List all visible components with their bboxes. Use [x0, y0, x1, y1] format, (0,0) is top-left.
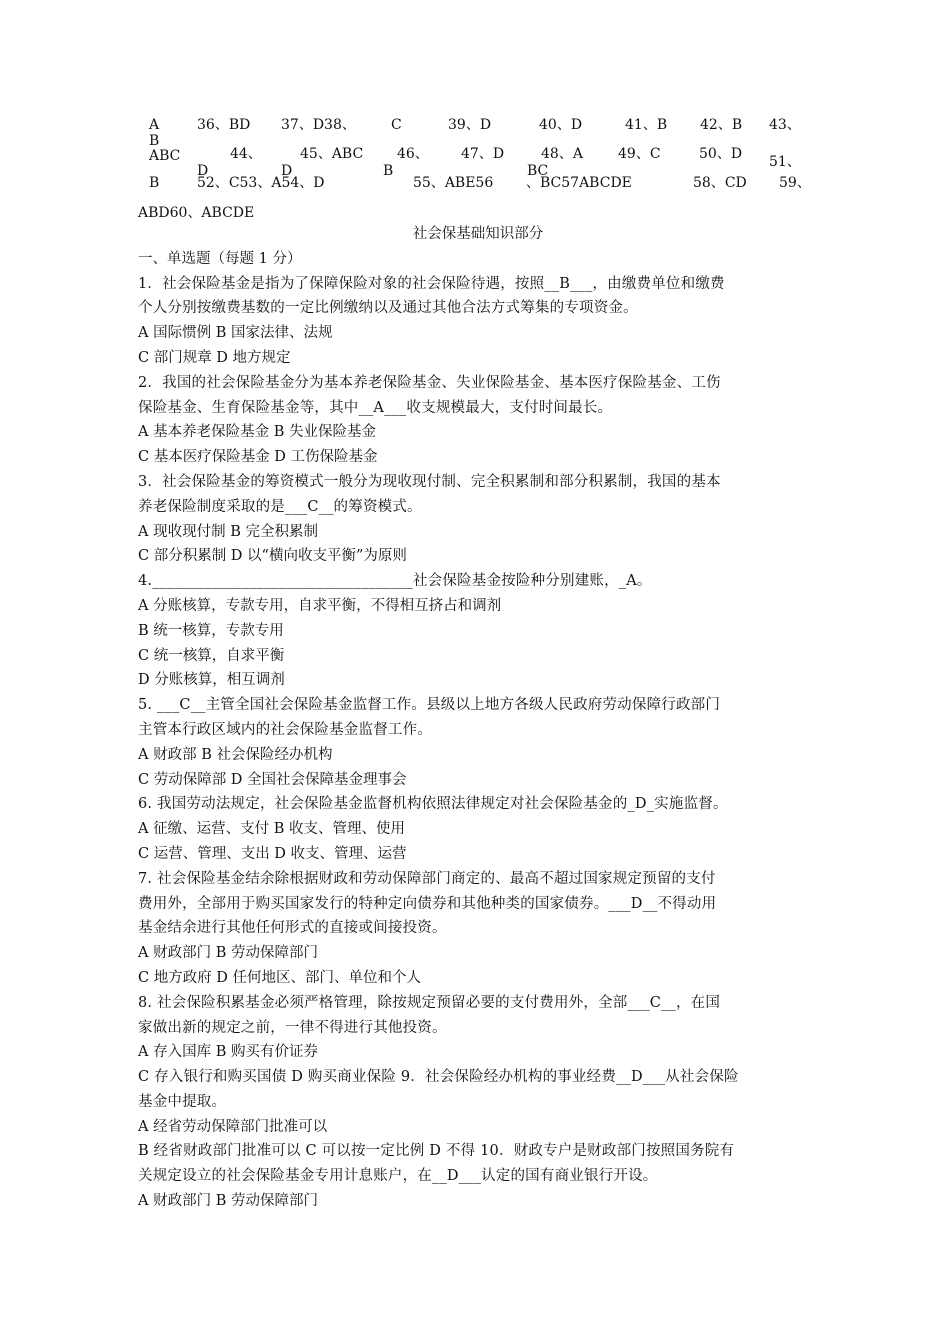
answer-key-item: 58、CD [693, 175, 747, 191]
text-line: 8. 社会保险积累基金必须严格管理，除按规定预留必要的支付费用外，全部___C__，在国 [138, 994, 721, 1011]
answer-key-item: 44、 [230, 146, 262, 162]
text-line: 6. 我国劳动法规定，社会保险基金监督机构依照法律规定对社会保险基金的_D_实施监督。 [138, 796, 728, 813]
option-line: C 部分积累制 D 以“横向收支平衡”为原则 [138, 548, 407, 565]
answer-key-item: 48、A [541, 146, 583, 162]
option-line: A 国际惯例 B 国家法律、法规 [138, 325, 333, 342]
text-line: 基金结余进行其他任何形式的直接或间接投资。 [138, 920, 447, 937]
option-line: A 财政部 B 社会保险经办机构 [138, 746, 333, 763]
answer-key-item: 46、 [397, 146, 429, 162]
text-line: 基金中提取。 [138, 1093, 227, 1110]
answer-key-item: 40、D [539, 117, 583, 133]
text-line: 养老保险制度采取的是___C__的筹资模式。 [138, 498, 422, 515]
answer-key-item: 52、C53、A54、D [197, 175, 325, 191]
text-line: B 经省财政部门批准可以 C 可以按一定比例 D 不得 10．财政专户是财政部门按照国务院有 [138, 1143, 735, 1160]
text-line: C 存入银行和购买国债 D 购买商业保险 9．社会保险经办机构的事业经费__D___从社会保险 [138, 1069, 739, 1086]
text-line: 个人分别按缴费基数的一定比例缴纳以及通过其他合法方式筹集的专项资金。 [138, 300, 638, 317]
answer-key-item: 41、B [625, 117, 668, 133]
answer-key-cut-glyph: D [197, 163, 209, 179]
answer-key-item: 43、 [769, 117, 801, 133]
option-line: A 财政部门 B 劳动保障部门 [138, 945, 318, 962]
option-line: C 地方政府 D 任何地区、部门、单位和个人 [138, 969, 422, 986]
answer-key-row-1 [0, 116, 950, 149]
answer-key-cut-glyph: B [383, 163, 394, 179]
text-line: 主管本行政区域内的社会保险基金监督工作。 [138, 721, 432, 738]
answer-key-item: 55、ABE56 [413, 175, 494, 191]
option-line: C 部门规章 D 地方规定 [138, 349, 291, 366]
answer-key-item: 、BC57ABCDE [526, 175, 632, 191]
option-line: A 基本养老保险基金 B 失业保险基金 [138, 424, 376, 441]
answer-key-item: 37、D38、 [281, 117, 356, 133]
text-line: 家做出新的规定之前，一律不得进行其他投资。 [138, 1019, 447, 1036]
text-line: 1．社会保险基金是指为了保障保险对象的社会保险待遇，按照__B___，由缴费单位和缴费 [138, 275, 725, 292]
answer-key-row-2 [0, 145, 950, 179]
option-line: A 分账核算，专款专用，自求平衡，不得相互挤占和调剂 [138, 597, 502, 614]
text-line: 3．社会保险基金的筹资模式一般分为现收现付制、完全积累制和部分积累制，我国的基本 [138, 473, 721, 490]
option-line: A 征缴、运营、支付 B 收支、管理、使用 [138, 821, 405, 838]
option-line: A 现收现付制 B 完全积累制 [138, 523, 318, 540]
text-line: 费用外，全部用于购买国家发行的特种定向债券和其他种类的国家债券。___D__不得动用 [138, 895, 717, 912]
answer-key-item: 42、B [700, 117, 743, 133]
text-line: 7. 社会保险基金结余除根据财政和劳动保障部门商定的、最高不超过国家规定预留的支付 [138, 870, 716, 887]
answer-key-row-3 [0, 174, 950, 194]
document-body [138, 198, 818, 1214]
text-line: 2．我国的社会保险基金分为基本养老保险基金、失业保险基金、基本医疗保险基金、工伤 [138, 374, 721, 391]
answer-key-item: 47、D [461, 146, 505, 162]
text-line: 4.___________________________________社会保险基金按险种分别建账，_A。 [138, 573, 652, 590]
answer-key-item: ABD60、ABCDE [138, 205, 255, 221]
option-line: C 劳动保障部 D 全国社会保障基金理事会 [138, 771, 407, 788]
option-line: C 运营、管理、支出 D 收支、管理、运营 [138, 845, 407, 862]
answer-key-cut-glyph: D [281, 163, 293, 179]
answer-key-item: 50、D [699, 146, 743, 162]
section-title: 社会保基础知识部分 [412, 226, 544, 242]
option-line: C 基本医疗保险基金 D 工伤保险基金 [138, 449, 378, 466]
text-line: 保险基金、生育保险基金等，其中__A___收支规模最大，支付时间最长。 [138, 399, 613, 416]
option-line: B 统一核算，专款专用 [138, 622, 284, 639]
option-line: A 存入国库 B 购买有价证券 [138, 1044, 318, 1061]
text-line: 关规定设立的社会保险基金专用计息账户，在__D___认定的国有商业银行开设。 [138, 1168, 658, 1185]
answer-key-item: 49、C [618, 146, 661, 162]
answer-key-item: A [149, 117, 160, 133]
part-heading: 一、单选题（每题 1 分） [138, 250, 302, 267]
answer-key-cut-glyph: BC [527, 163, 549, 179]
answer-key-item: 39、D [448, 117, 492, 133]
answer-key-item: 51、 [769, 154, 801, 170]
answer-key-item: 36、BD [197, 117, 251, 133]
text-line: 5. ___C__主管全国社会保险基金监督工作。县级以上地方各级人民政府劳动保障行政部门 [138, 697, 721, 714]
answer-key-item: 59、 [779, 175, 811, 191]
answer-key-item: 45、ABC [300, 146, 364, 162]
option-line: A 经省劳动保障部门批准可以 [138, 1118, 328, 1135]
answer-key-item: ABC [149, 148, 181, 164]
answer-key-item: B [149, 175, 160, 191]
option-line: D 分账核算，相互调剂 [138, 672, 285, 689]
option-line: A 财政部门 B 劳动保障部门 [138, 1193, 318, 1210]
answer-key-item: C [391, 117, 402, 133]
answer-key-cut-glyph: B [149, 133, 160, 149]
option-line: C 统一核算，自求平衡 [138, 647, 285, 664]
